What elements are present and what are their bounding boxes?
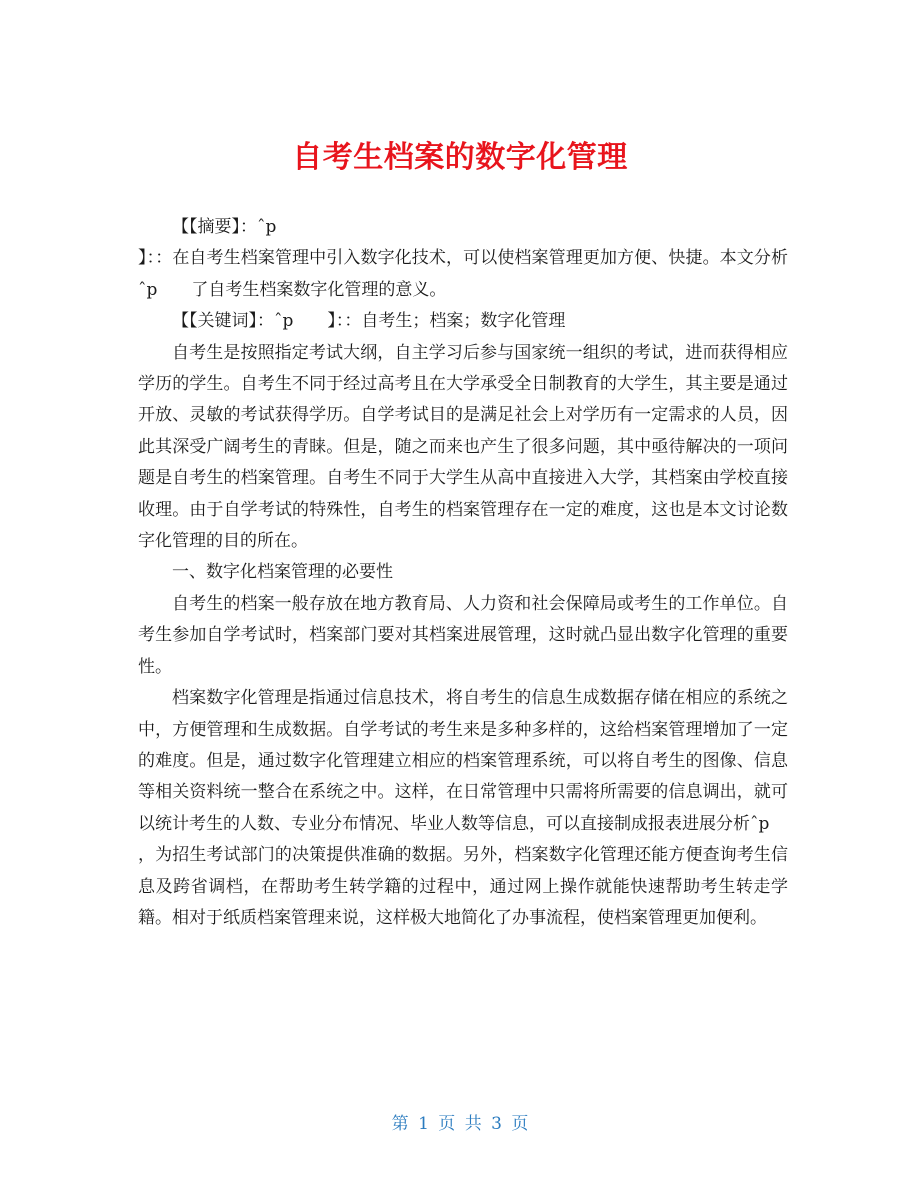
page-number: 第 1 页 共 3 页 — [391, 1114, 529, 1134]
keywords-line: 【【关键词】：ˆp 】：：自考生；档案；数字化管理 — [172, 311, 566, 332]
body-paragraph: ，为招生考试部门的决策提供准确的数据。另外，档案数字化管理还能方便查询考生信息及跨省调档，在帮助考生转学籍的过程中，通过网上操作就能快速帮助考生转走学籍。相对于纸质档案管理来说，这样极大地简化了办事流程，使档案管理更加便利。 — [138, 845, 788, 928]
body-paragraph: 自考生的档案一般存放在地方教育局、人力资和社会保障局或考生的工作单位。自考生参加自学考试时，档案部门要对其档案进展管理，这时就凸显出数字化管理的重要性。 — [138, 593, 788, 677]
body-paragraph: 档案数字化管理是指通过信息技术，将自考生的信息生成数据存储在相应的系统之中，方便管理和生成数据。自学考试的考生来是多种多样的，这给档案管理增加了一定的难度。但是，通过数字化管理建立相应的档案管理系统，可以将自考生的图像、信息等相关资料统一整合在系统之中。这样，在日常管理中只需将所需要的信息调出，就可以统计考生的人数、专业分布情况、毕业人数等信息，可以直接制成报表进展分析ˆp — [138, 688, 788, 834]
intro-paragraph: 自考生是按照指定考试大纲，自主学习后参与国家统一组织的考试，进而获得相应学历的学生。自考生不同于经过高考且在大学承受全日制教育的大学生，其主要是通过开放、灵敏的考试获得学历。自学考试目的是满足社会上对学历有一定需求的人员，因此其深受广阔考生的青睐。但是，随之而来也产生了很多问题，其中亟待解决的一项问题是自考生的档案管理。自考生不同于大学生从高中直接进入大学，其档案由学校直接收理。由于自学考试的特殊性，自考生的档案管理存在一定的难度，这也是本文讨论数字化管理的目的所在。 — [138, 342, 788, 552]
abstract-text: 】：：在自考生档案管理中引入数字化技术，可以使档案管理更加方便、快捷。本文分析ˆp 了自考生档案数字化管理的意义。 — [138, 248, 788, 300]
document-body — [138, 212, 788, 934]
section-heading: 一、数字化档案管理的必要性 — [172, 562, 393, 583]
document-title: 自考生档案的数字化管理 — [292, 140, 628, 176]
abstract-label: 【【摘要】：ˆp — [172, 217, 277, 237]
